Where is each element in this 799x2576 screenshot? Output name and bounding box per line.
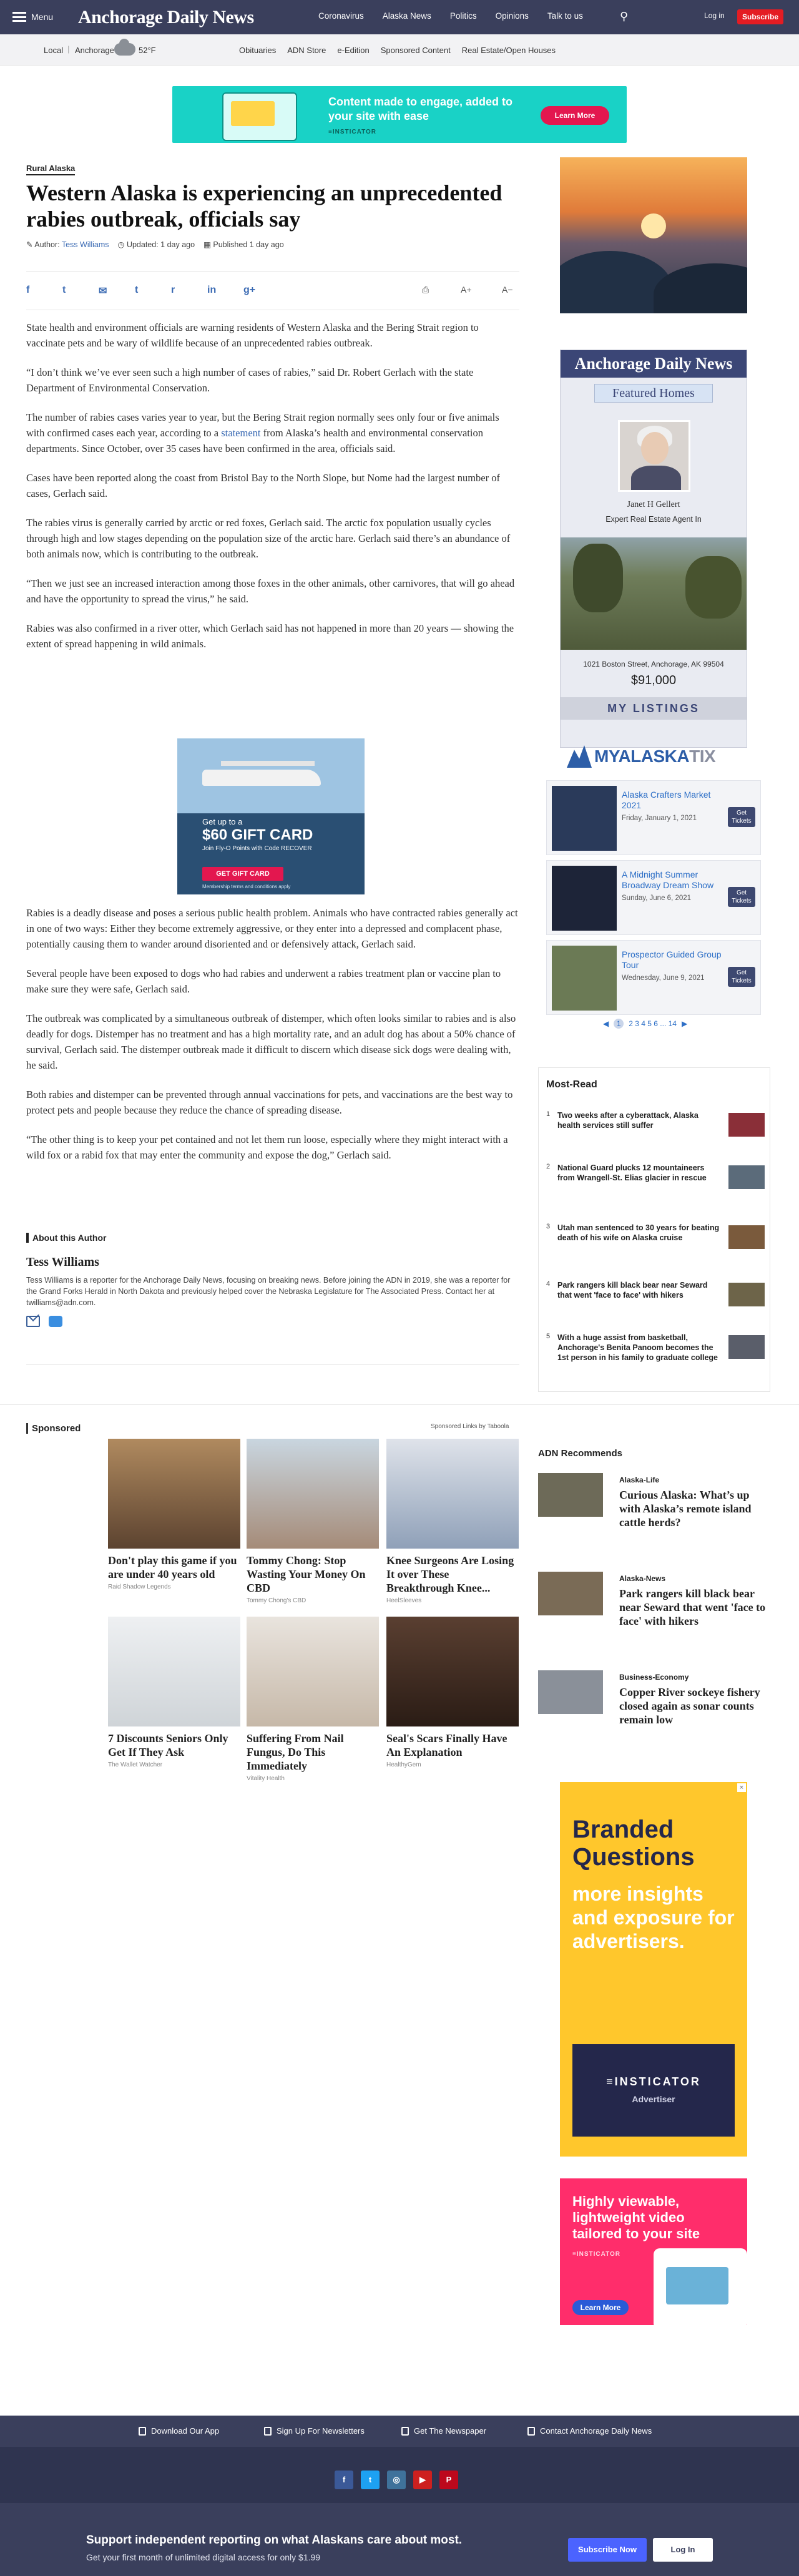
ad-subtitle: Advertiser	[632, 2094, 675, 2104]
footer-link-label: Get The Newspaper	[414, 2426, 487, 2436]
nav-link-coronavirus[interactable]: Coronavirus	[318, 11, 364, 21]
event-title[interactable]: A Midnight Summer Broadway Dream Show	[622, 869, 714, 890]
pencil-icon: ✎	[26, 240, 33, 249]
pinterest-icon[interactable]: P	[439, 2471, 458, 2489]
calendar-icon: ▦	[203, 240, 211, 249]
weather-temp: 52°F	[139, 46, 156, 55]
adn-recommends	[538, 1448, 770, 1459]
recommended-title[interactable]: Curious Alaska: What’s up with Alaska’s remote island cattle herds?	[619, 1489, 752, 1529]
sponsored-source: The Wallet Watcher	[108, 1761, 163, 1768]
paragraph-text: from Alaska’s health and environmental conservation departments. Since October, over 35 cases have been confirmed in the area, officials said.	[26, 427, 483, 454]
author-label: Author:	[34, 240, 60, 249]
twitter-icon[interactable]: t	[361, 2471, 380, 2489]
ad-title: Branded Questions	[572, 1816, 695, 1871]
ad-brand: ≡INSTICATOR	[572, 2251, 621, 2258]
item-thumbnail	[728, 1225, 765, 1249]
about-author	[26, 1233, 519, 1327]
item-number: 1	[546, 1110, 551, 1118]
taboola-label[interactable]: Sponsored Links by Taboola	[431, 1423, 509, 1430]
footer-login-button[interactable]: Log In	[653, 2538, 713, 2562]
ad-body: more insights and exposure for advertisers.	[572, 1883, 735, 1952]
sponsored-image	[247, 1617, 379, 1726]
sponsored-title[interactable]: 7 Discounts Seniors Only Get If They Ask	[108, 1732, 228, 1758]
event-thumbnail	[552, 786, 617, 851]
ad-headline: Content made to engage, added to your site with ease	[328, 95, 513, 122]
divider	[0, 1404, 799, 1405]
instagram-icon[interactable]: ◎	[387, 2471, 406, 2489]
most-read-heading: Most-Read	[546, 1079, 597, 1090]
recommended-category[interactable]: Alaska-Life	[619, 1476, 660, 1484]
sponsored-card[interactable]	[386, 1617, 519, 1768]
branded-questions-ad[interactable]	[560, 1782, 747, 2157]
get-tickets-button[interactable]: Get Tickets	[728, 887, 755, 907]
article-body	[26, 320, 519, 665]
article-paragraph: State health and environment officials are warning residents of Western Alaska and the Bering Strait region to vaccinate pets and be wary of wildlife because of an unprecedented rabies outbreak.	[26, 321, 479, 349]
tix-wordmark	[594, 747, 715, 766]
pager-current[interactable]: 1	[614, 1019, 624, 1029]
chat-icon	[527, 2427, 535, 2436]
ad-title: Highly viewable, lightweight video tailored to your site	[572, 2193, 700, 2241]
subscription-banner	[0, 2503, 799, 2576]
close-icon[interactable]: ×	[737, 1783, 746, 1792]
most-read-item[interactable]	[546, 1163, 765, 1207]
twitter-share-icon[interactable]: t	[62, 285, 66, 295]
item-thumbnail	[728, 1113, 765, 1137]
events-pager	[603, 1019, 687, 1029]
sponsored-title[interactable]: Seal's Scars Finally Have An Explanation	[386, 1732, 507, 1758]
item-thumbnail	[728, 1283, 765, 1306]
video-ad[interactable]	[560, 2178, 747, 2325]
ad-line-3: Join Fly-O Points with Code RECOVER	[202, 845, 312, 852]
article-meta	[26, 240, 284, 249]
article-paragraph: Several people have been exposed to dogs who had rabies and underwent a rabies treatment plan or vaccine plan to make sure they were safe, Gerlach said.	[26, 967, 501, 995]
event-card[interactable]	[546, 940, 761, 1015]
event-title[interactable]: Alaska Crafters Market 2021	[622, 790, 711, 810]
divider	[26, 271, 519, 272]
article-paragraph: The rabies virus is generally carried by arctic or red foxes, Gerlach said. The arctic fox population usually cycles through high and low stages depending on the population size of the arctic hare. Gerlach said there’s an abundance of both animals now, which is contributing to the outbreak.	[26, 517, 511, 560]
most-read-widget	[538, 1067, 770, 1392]
top-ad-banner[interactable]	[172, 86, 627, 143]
article-paragraph: The outbreak was complicated by a simultaneous outbreak of distemper, which often looks similar to rabies and is also deadly for dogs. Distemper has no treatment and has a high mortality rate, and an adult dog has about a 50% chance of survival, Gerlach said. The distemper outbreak made it difficult to discern which disease sick dogs were dealing with, he said.	[26, 1012, 516, 1071]
article-section-kicker[interactable]: Rural Alaska	[26, 164, 75, 175]
clock-icon: ◷	[117, 240, 125, 249]
item-title[interactable]: Utah man sentenced to 30 years for beating death of his wife on Alaska cruise	[557, 1223, 720, 1242]
font-increase-button[interactable]: A+	[461, 285, 472, 295]
article-paragraph: Cases have been reported along the coast from Bristol Bay to the North Slope, but Nome had the largest number of cases, Gerlach said.	[26, 472, 500, 499]
event-card[interactable]	[546, 860, 761, 935]
facebook-share-icon[interactable]: f	[26, 285, 30, 295]
nav-link-alaska-news[interactable]: Alaska News	[382, 11, 431, 21]
sponsored-image	[108, 1617, 240, 1726]
subnav-link-sponsored-content[interactable]: Sponsored Content	[380, 46, 451, 55]
featured-homes-widget	[560, 350, 747, 748]
article-paragraph: Rabies was also confirmed in a river otter, which Gerlach said has not happened in more than 20 years — showing the extent of spread happening in wild animals.	[26, 622, 514, 650]
most-read-item[interactable]	[546, 1280, 765, 1324]
sponsored-title[interactable]: Tommy Chong: Stop Wasting Your Money On CBD	[247, 1554, 366, 1594]
article-paragraph: “The other thing is to keep your pet contained and not let them run loose, especially where they might interact with a wild fox or a rabid fox that may enter the community and expose the dog,” Gerlach said.	[26, 1134, 508, 1161]
ad-brand: ≡INSTICATOR	[328, 129, 377, 135]
footer-link-label: Contact Anchorage Daily News	[540, 2426, 652, 2436]
sponsored-image	[108, 1439, 240, 1549]
sponsored-image	[247, 1439, 379, 1549]
ad-phone-graphic	[654, 2248, 747, 2325]
author-link[interactable]: Tess Williams	[61, 240, 109, 249]
recommended-title[interactable]: Park rangers kill black bear near Seward that went 'face to face' with hikers	[619, 1587, 766, 1627]
nav-link-politics[interactable]: Politics	[449, 11, 477, 21]
footer-link-label: Sign Up For Newsletters	[277, 2426, 365, 2436]
top-navigation	[0, 0, 799, 34]
item-title[interactable]: Park rangers kill black bear near Seward that went 'face to face' with hikers	[557, 1281, 708, 1300]
author-bio: Tess Williams is a reporter for the Anchorage Daily News, focusing on breaking news. Before joining the ADN in 2019, she was a reporter for the Grand Forks Herald in North Dakota and previously helped cover the Nebraska Legislature for The Associated Press. Contact her at twilliams@adn.com.	[26, 1276, 511, 1307]
footer-link-app[interactable]	[139, 2426, 219, 2436]
envelope-icon	[264, 2427, 272, 2436]
footer-links-bar	[0, 2416, 799, 2447]
article-body-continued	[26, 905, 519, 1177]
published-text: Published 1 day ago	[213, 240, 284, 249]
ad-learn-more-button[interactable]: Learn More	[541, 106, 609, 125]
sponsored-source: HeelSleeves	[386, 1597, 422, 1604]
email-icon[interactable]	[26, 1316, 40, 1327]
item-title[interactable]: Two weeks after a cyberattack, Alaska health services still suffer	[557, 1111, 699, 1130]
updated-time	[118, 240, 195, 249]
recommended-item[interactable]	[538, 1473, 770, 1548]
agent-name: Janet H Gellert	[627, 500, 680, 509]
event-date: Friday, January 1, 2021	[622, 815, 697, 822]
tree-graphic	[685, 556, 742, 619]
phone-icon	[139, 2427, 146, 2436]
recommended-item[interactable]	[538, 1670, 770, 1745]
nav-link-opinions[interactable]: Opinions	[495, 11, 529, 21]
ad-brand: ≡INSTICATOR	[606, 2075, 701, 2088]
author-byline	[26, 240, 109, 249]
author-contact	[26, 1316, 519, 1327]
cloud-icon	[114, 43, 135, 56]
share-toolbar	[26, 282, 519, 300]
youtube-icon[interactable]: ▶	[413, 2471, 432, 2489]
tumblr-share-icon[interactable]: t	[135, 285, 139, 295]
support-subtitle: Get your first month of unlimited digital access for only $1.99	[86, 2552, 321, 2562]
recommended-item[interactable]	[538, 1572, 770, 1647]
site-logo[interactable]: Anchorage Daily News	[78, 7, 254, 27]
event-card[interactable]	[546, 780, 761, 855]
sponsored-source: Raid Shadow Legends	[108, 1584, 171, 1590]
event-date: Wednesday, June 9, 2021	[622, 974, 705, 982]
item-number: 3	[546, 1223, 551, 1230]
footer-link-label: Download Our App	[151, 2426, 220, 2436]
subnav-link-obituaries[interactable]: Obituaries	[239, 46, 277, 55]
author-name: Tess Williams	[26, 1255, 99, 1269]
google-plus-share-icon[interactable]: g+	[243, 285, 256, 295]
font-decrease-button[interactable]: A−	[502, 285, 513, 295]
agent-title: Expert Real Estate Agent In	[605, 515, 702, 524]
inline-ad[interactable]	[177, 738, 365, 894]
menu-button[interactable]	[12, 9, 53, 25]
sponsored-card[interactable]	[247, 1439, 379, 1604]
recommended-thumbnail	[538, 1670, 603, 1714]
support-title: Support independent reporting on what Alaskans care about most.	[86, 2534, 463, 2547]
recommended-thumbnail	[538, 1572, 603, 1615]
get-gift-card-button[interactable]: GET GIFT CARD	[202, 867, 283, 881]
item-number: 2	[546, 1163, 551, 1170]
sun-graphic	[641, 213, 666, 238]
newspaper-icon	[401, 2427, 409, 2436]
local-link[interactable]: Local	[44, 46, 64, 55]
recommended-category[interactable]: Business-Economy	[619, 1673, 689, 1682]
item-title[interactable]: National Guard plucks 12 mountaineers from Wrangell-St. Elias glacier in rescue	[557, 1163, 707, 1182]
sponsored-source: Tommy Chong's CBD	[247, 1597, 306, 1604]
featured-logo: Anchorage Daily News	[561, 350, 747, 378]
sponsored-image	[386, 1439, 519, 1549]
agent-photo	[618, 420, 690, 492]
search-icon[interactable]: ⚲	[620, 10, 629, 22]
nav-link-talk-to-us[interactable]: Talk to us	[547, 11, 583, 21]
listing-address: 1021 Boston Street, Anchorage, AK 99504	[583, 660, 724, 668]
article-headline: Western Alaska is experiencing an unprecedented rabies outbreak, officials say	[26, 180, 502, 232]
event-title[interactable]: Prospector Guided Group Tour	[622, 949, 722, 970]
weather-city: Anchorage	[75, 46, 114, 55]
updated-text: Updated: 1 day ago	[126, 240, 195, 249]
plane-wing	[221, 761, 315, 766]
sponsored-title[interactable]: Knee Surgeons Are Losing It over These Breakthrough Knee...	[386, 1554, 514, 1594]
facebook-icon[interactable]: f	[335, 2471, 353, 2489]
article-paragraph: “I don’t think we’ve ever seen such a high number of cases of rabies,” said Dr. Robert Gerlach with the state Department of Environmental Conservation.	[26, 366, 474, 394]
recommended-category[interactable]: Alaska-News	[619, 1574, 666, 1583]
divider: |	[67, 44, 70, 54]
published-time	[203, 240, 284, 249]
paragraph-text: The number of rabies cases varies year to year, but the Bering Strait region normally sees only four or five animals with confirmed cases each year, according to a	[26, 411, 499, 439]
sponsored-source: HealthyGem	[386, 1761, 421, 1768]
ad-phone-graphic	[222, 92, 297, 141]
subnav-link-e-edition[interactable]: e-Edition	[337, 46, 370, 55]
most-read-item[interactable]	[546, 1333, 765, 1376]
divider	[26, 1364, 519, 1365]
adn-recommends-heading: ADN Recommends	[538, 1448, 623, 1459]
ad-card	[572, 2044, 735, 2137]
footer-link-newsletters[interactable]	[264, 2426, 365, 2436]
tix-wordmark-b: ALASKA	[618, 747, 690, 766]
login-link[interactable]: Log in	[704, 11, 725, 20]
linkedin-share-icon[interactable]: in	[207, 285, 217, 295]
my-alaska-tix-logo[interactable]	[567, 743, 742, 770]
sidebar-photo	[560, 157, 747, 313]
menu-label: Menu	[31, 12, 54, 22]
subscribe-button[interactable]: Subscribe	[737, 9, 783, 24]
print-icon[interactable]: ⎙	[422, 285, 429, 295]
secondary-links	[239, 46, 556, 55]
ad-fine-print: Membership terms and conditions apply	[202, 884, 291, 889]
pager-prev-icon[interactable]: ◀	[603, 1019, 609, 1028]
mountain-logo-icon	[567, 745, 592, 768]
article-paragraph: Both rabies and distemper can be prevented through annual vaccinations for pets, and vaccinations are the best way to protect pets and people because they reduce the chance of spreading disease.	[26, 1089, 513, 1116]
sponsored-card[interactable]	[108, 1439, 240, 1590]
recommended-thumbnail	[538, 1473, 603, 1517]
footer-link-contact[interactable]	[527, 2426, 652, 2436]
agent-face	[641, 432, 669, 464]
listing-photo[interactable]	[561, 537, 747, 650]
article-paragraph: “Then we just see an increased interaction among those foxes in the other animals, other carnivores, that will go ahead and have the opportunity to spread the virus,” he said.	[26, 577, 515, 605]
tix-wordmark-c: TIX	[689, 747, 716, 766]
agent-body	[631, 466, 681, 492]
hill-graphic	[654, 263, 747, 313]
email-share-icon[interactable]: ✉	[99, 286, 107, 296]
item-number: 5	[546, 1333, 551, 1340]
secondary-nav	[0, 34, 799, 66]
twitter-icon[interactable]	[49, 1316, 62, 1327]
sponsored-title[interactable]: Don't play this game if you are under 40 years old	[108, 1554, 237, 1580]
ad-learn-more-button[interactable]: Learn More	[572, 2300, 629, 2315]
recommended-title[interactable]: Copper River sockeye fishery closed again as sonar counts remain low	[619, 1686, 760, 1726]
tix-wordmark-a: MY	[594, 747, 619, 766]
get-tickets-button[interactable]: Get Tickets	[728, 967, 755, 987]
item-title[interactable]: With a huge assist from basketball, Anchorage's Benita Panoom becomes the 1st person in his family to graduate college	[557, 1333, 718, 1362]
sponsored-heading: Sponsored	[26, 1423, 81, 1434]
footer-social	[0, 2447, 799, 2503]
item-thumbnail	[728, 1165, 765, 1189]
subscribe-now-button[interactable]: Subscribe Now	[568, 2538, 647, 2562]
most-read-item[interactable]	[546, 1223, 765, 1266]
pager-pages[interactable]: 2 3 4 5 6 ... 14	[629, 1019, 677, 1028]
ad-gift-text	[202, 817, 313, 852]
get-tickets-button[interactable]: Get Tickets	[728, 807, 755, 827]
plane-image	[202, 770, 321, 786]
event-thumbnail	[552, 866, 617, 931]
pager-next-icon[interactable]: ▶	[681, 1019, 688, 1028]
sponsored-title[interactable]: Suffering From Nail Fungus, Do This Immediately	[247, 1732, 344, 1772]
reddit-share-icon[interactable]: r	[171, 285, 175, 295]
listing-price: $91,000	[630, 673, 677, 687]
sponsored-source: Vitality Health	[247, 1775, 285, 1782]
tree-graphic	[573, 544, 623, 612]
about-heading: About this Author	[26, 1233, 519, 1243]
ad-line-1: Get up to a	[202, 817, 243, 826]
ad-line-2: $60 GIFT CARD	[202, 826, 313, 843]
article-paragraph	[26, 409, 519, 456]
event-thumbnail	[552, 946, 617, 1011]
item-number: 4	[546, 1280, 551, 1288]
my-listings-button[interactable]: MY LISTINGS	[561, 697, 747, 720]
statement-link[interactable]: statement	[221, 427, 261, 439]
featured-heading: Featured Homes	[594, 384, 713, 403]
subnav-link-adn-store[interactable]: ADN Store	[287, 46, 326, 55]
article-paragraph: Rabies is a deadly disease and poses a serious public health problem. Animals who have contracted rabies generally act in one of two ways: Either they become extremely aggressive, or they enter into a depressed and complacent phase, potentially causing them to wander around disoriented and or defensively attack, Gerlach said.	[26, 907, 518, 950]
sponsored-card[interactable]	[108, 1617, 240, 1768]
subnav-link-real-estate[interactable]: Real Estate/Open Houses	[461, 46, 556, 55]
footer-link-newspaper[interactable]	[401, 2426, 486, 2436]
primary-nav	[318, 11, 583, 21]
sponsored-card[interactable]	[247, 1617, 379, 1782]
most-read-item[interactable]	[546, 1110, 765, 1154]
sponsored-image	[386, 1617, 519, 1726]
hamburger-icon	[12, 12, 26, 22]
sponsored-card[interactable]	[386, 1439, 519, 1604]
event-date: Sunday, June 6, 2021	[622, 894, 692, 902]
item-thumbnail	[728, 1335, 765, 1359]
